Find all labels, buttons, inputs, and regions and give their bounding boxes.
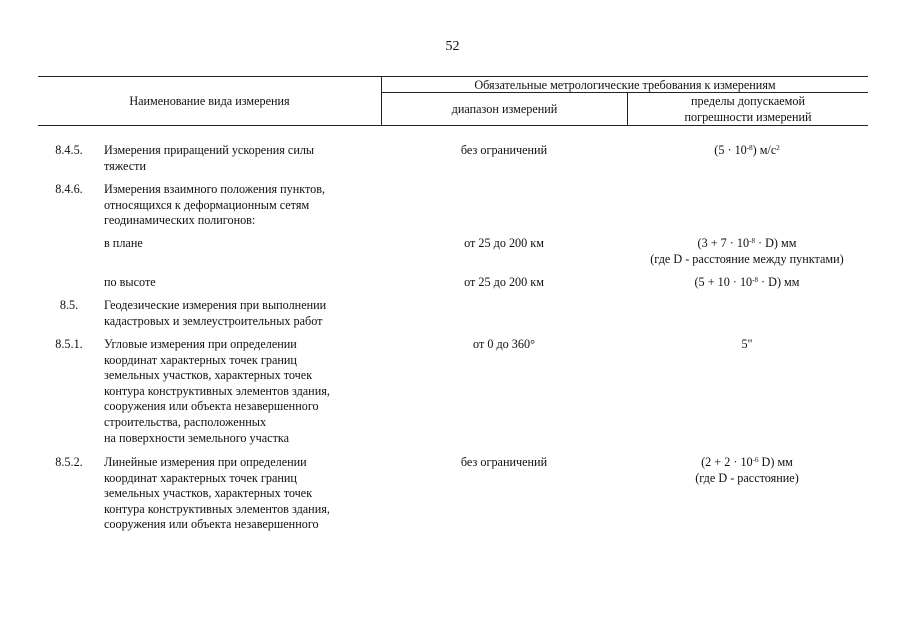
tol-exponent: -8 [749,237,755,245]
header-tolerance-line2: погрешности измерений [684,109,812,124]
row-name-line: координат характерных точек границ [104,352,297,367]
tol-text: · D) мм [758,275,800,289]
row-name-line: Угловые измерения при определении [104,337,297,351]
header-tolerance-column [628,94,868,125]
row-name-line: кадастровых и землеустроительных работ [104,313,323,328]
tol-text: D) мм [758,455,793,469]
tol-line: (где D - расстояние между пунктами) [650,251,844,266]
tol-text: (5 + 10 · 10 [694,275,753,289]
row-name-line: относящихся к деформационным сетям [104,197,310,212]
header-range-column: диапазон измерений [451,102,558,116]
row-range: от 0 до 360° [473,337,535,351]
header-tolerance-line1: пределы допускаемой [691,94,805,108]
row-name-line: строительства, расположенных [104,414,267,429]
row-name [104,298,384,329]
row-name-line: сооружения или объекта незавершенного [104,399,319,414]
row-number: 8.5. [59,298,79,312]
tol-exponent: 2 [776,144,780,152]
header-name-column: Наименование вида измерения [129,94,290,108]
row-name-line: земельных участков, характерных точек [104,368,313,383]
tol-text: (5 · 10 [714,143,747,157]
tol-text: · D) мм [754,236,797,250]
row-number: 8.5.2. [55,455,83,469]
tol-exponent: -8 [746,144,753,152]
table-top-rule [38,76,868,77]
row-subname: по высоте [104,275,156,289]
header-group-title: Обязательные метрологические требования к измерениям [474,78,776,92]
row-number: 8.4.5. [55,143,83,157]
row-range: от 25 до 200 км [464,275,544,289]
row-name-line: Измерения взаимного положения пунктов, [104,182,326,196]
row-name [104,337,384,446]
tol-text: ) м/с [752,143,777,157]
row-tolerance [626,236,868,267]
tol-exponent: -8 [752,276,758,284]
row-tolerance [626,275,868,291]
row-name-line: тяжести [104,158,147,173]
page-number: 52 [445,39,460,54]
row-name-line: на поверхности земельного участка [104,430,290,445]
row-tolerance: 5" [741,337,753,351]
row-name [104,455,384,533]
row-subname: в плане [104,236,143,250]
row-name-line: контура конструктивных элементов здания, [104,501,330,516]
row-number: 8.4.6. [55,182,83,196]
row-name [104,143,384,174]
row-name-line: геодинамических полигонов: [104,213,256,228]
row-range: от 25 до 200 км [464,236,544,250]
row-name [104,182,384,229]
tol-text: (2 + 2 · 10 [701,455,753,469]
row-name-line: Линейные измерения при определении [104,455,307,469]
row-name-line: сооружения или объекта незавершенного [104,517,319,532]
row-number: 8.5.1. [55,337,83,351]
row-name-line: контура конструктивных элементов здания, [104,383,330,398]
row-name-line: земельных участков, характерных точек [104,486,313,501]
row-name-line: Геодезические измерения при выполнении [104,298,327,312]
row-tolerance [626,455,868,486]
row-range: без ограничений [460,455,548,469]
row-name-line: Измерения приращений ускорения силы [104,143,315,157]
tol-exponent: -6 [752,456,759,464]
row-name-line: координат характерных точек границ [104,470,297,485]
row-range: без ограничений [460,143,548,157]
tol-line [626,236,868,252]
tol-line: (где D - расстояние) [695,470,799,485]
tol-line [626,455,868,471]
row-tolerance [626,143,868,159]
tol-text: (3 + 7 · 10 [697,236,750,250]
